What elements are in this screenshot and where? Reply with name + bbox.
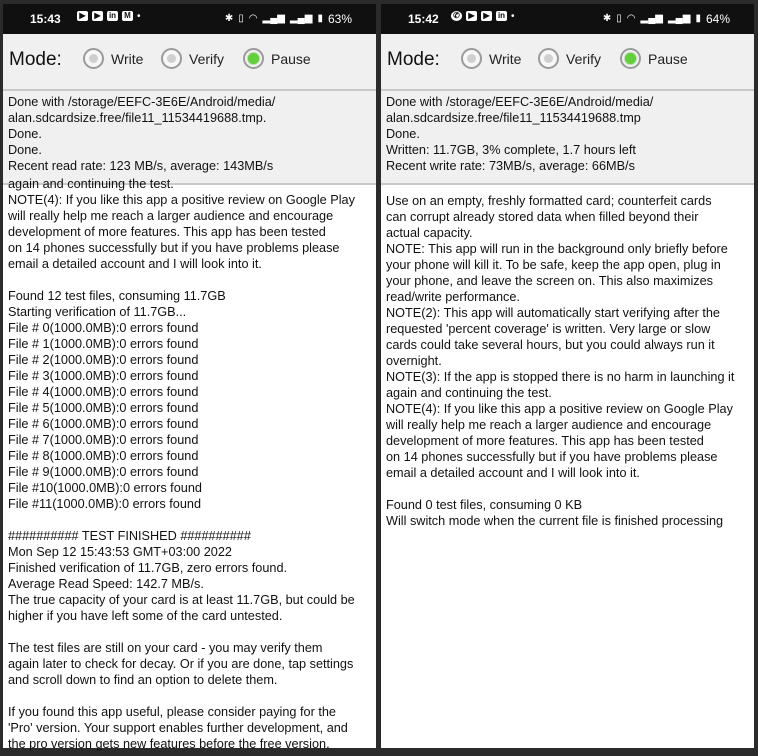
- status-line: Written: 11.7GB, 3% complete, 1.7 hours left: [386, 143, 636, 157]
- log-line: email a detailed account and I will look into it.: [8, 257, 262, 271]
- log-line: cards could take several hours, but you could always run it: [386, 338, 715, 352]
- log-line: can corrupt already stored data when filled beyond their: [386, 210, 699, 224]
- radio-circle[interactable]: [461, 48, 482, 69]
- log-line: File # 1(1000.0MB):0 errors found: [8, 337, 199, 351]
- log-line: on 14 phones successfully but if you have problems please: [8, 241, 340, 255]
- log-line: File #11(1000.0MB):0 errors found: [8, 497, 201, 511]
- log-line: email a detailed account and I will look into it.: [386, 466, 640, 480]
- status-panel: [381, 91, 754, 185]
- log-line: Will switch mode when the current file is finished processing: [386, 514, 724, 528]
- log-line: [8, 624, 371, 640]
- mode-label: Mode:: [387, 49, 440, 70]
- log-line: [8, 272, 371, 288]
- log-line: higher if you have left some of the card untested.: [8, 609, 283, 623]
- log-line: again later to check for decay. Or if you are done, tap settings: [8, 657, 354, 671]
- log-line: the pro version gets new features before the free version.: [8, 737, 330, 751]
- status-line: alan.sdcardsize.free/file11_11534419688.tmp.: [8, 111, 267, 125]
- status-line: Done.: [386, 127, 420, 141]
- radio-label: Verify: [566, 50, 602, 67]
- whatsapp-icon: ✆: [451, 11, 462, 21]
- more-notifications-icon: •: [511, 11, 515, 22]
- status-line: Recent read rate: 123 MB/s, average: 143MB/s: [8, 159, 274, 173]
- status-line: Done.: [8, 127, 42, 141]
- status-line: Done with /storage/EEFC-3E6E/Android/media/: [8, 95, 276, 109]
- status-line: Recent write rate: 73MB/s, average: 66MB/s: [386, 159, 635, 173]
- status-panel: [3, 91, 376, 185]
- log-line: File # 5(1000.0MB):0 errors found: [8, 401, 199, 415]
- status-bar: [3, 4, 376, 34]
- status-bar: [381, 4, 754, 34]
- log-line: Average Read Speed: 142.7 MB/s.: [8, 577, 204, 591]
- radio-write[interactable]: [461, 48, 521, 69]
- log-output[interactable]: [381, 193, 754, 756]
- more-notifications-icon: •: [137, 11, 141, 22]
- radio-pause[interactable]: [243, 48, 311, 69]
- log-scroll-content: [386, 193, 749, 529]
- log-line: File #10(1000.0MB):0 errors found: [8, 481, 202, 495]
- mode-bar: [381, 34, 754, 91]
- radio-circle[interactable]: [161, 48, 182, 69]
- log-line: overnight.: [386, 354, 442, 368]
- log-line: NOTE(3): If the app is stopped there is no harm in launching it: [386, 370, 735, 384]
- bluetooth-icon: ✱: [224, 13, 234, 24]
- mode-label: Mode:: [9, 49, 62, 70]
- radio-pause[interactable]: [620, 48, 688, 69]
- log-line: again and continuing the test.: [8, 177, 174, 191]
- log-line: NOTE(4): If you like this app a positive review on Google Play: [8, 193, 355, 207]
- radio-label: Verify: [189, 50, 225, 67]
- system-icons: [225, 12, 352, 26]
- log-line: Use on an empty, freshly formatted card; counterfeit cards: [386, 194, 712, 208]
- log-line: The true capacity of your card is at least 11.7GB, but could be: [8, 593, 355, 607]
- signal-icon: ▂▄▆: [262, 13, 285, 24]
- log-line: File # 8(1000.0MB):0 errors found: [8, 449, 199, 463]
- radio-label: Write: [489, 50, 522, 67]
- youtube-icon: ▶: [466, 11, 477, 21]
- radio-circle[interactable]: [620, 48, 641, 69]
- signal-icon: ▂▄▆: [640, 13, 663, 24]
- battery-icon: ▮: [695, 13, 701, 24]
- log-line: Found 0 test files, consuming 0 KB: [386, 498, 583, 512]
- right-phone-screenshot: [381, 4, 754, 748]
- radio-label: Pause: [648, 50, 688, 67]
- log-scroll-content: [8, 176, 371, 752]
- log-line: actual capacity.: [386, 226, 473, 240]
- log-line: File # 3(1000.0MB):0 errors found: [8, 369, 199, 383]
- log-line: Found 12 test files, consuming 11.7GB: [8, 289, 226, 303]
- radio-write[interactable]: [83, 48, 143, 69]
- log-line: [8, 512, 371, 528]
- linkedin-icon: in: [497, 11, 506, 20]
- log-line: will really help me reach a larger audience and encourage: [386, 418, 712, 432]
- log-line: File # 0(1000.0MB):0 errors found: [8, 321, 199, 335]
- battery-percent: 64%: [705, 12, 730, 26]
- log-line: will really help me reach a larger audience and encourage: [8, 209, 334, 223]
- signal-icon: ▂▄▆: [289, 13, 313, 24]
- log-line: Starting verification of 11.7GB...: [8, 305, 187, 319]
- youtube-icon: ▶: [481, 11, 492, 21]
- system-icons: [603, 12, 730, 26]
- log-line: Finished verification of 11.7GB, zero errors found.: [8, 561, 288, 575]
- clock: 15:43: [30, 12, 61, 26]
- youtube-icon: ▶: [92, 11, 103, 21]
- log-line: ########## TEST FINISHED ##########: [8, 529, 251, 543]
- log-line: File # 4(1000.0MB):0 errors found: [8, 385, 199, 399]
- youtube-icon: ▶: [77, 11, 88, 21]
- log-line: on 14 phones successfully but if you have problems please: [386, 450, 718, 464]
- notification-icons: [451, 11, 515, 23]
- log-line: development of more features. This app has been tested: [8, 225, 326, 239]
- mode-bar: [3, 34, 376, 91]
- log-line: File # 7(1000.0MB):0 errors found: [8, 433, 199, 447]
- clock: 15:42: [408, 12, 439, 26]
- log-line: [8, 688, 371, 704]
- log-line: NOTE(4): If you like this app a positive review on Google Play: [386, 402, 733, 416]
- bluetooth-icon: ✱: [602, 13, 612, 24]
- log-line: requested 'percent coverage' is written. Very large or slow: [386, 322, 711, 336]
- wifi-icon: ◠: [248, 13, 258, 24]
- wifi-icon: ◠: [626, 13, 636, 24]
- radio-circle[interactable]: [83, 48, 104, 69]
- log-line: File # 9(1000.0MB):0 errors found: [8, 465, 199, 479]
- log-line: File # 2(1000.0MB):0 errors found: [8, 353, 199, 367]
- log-line: your phone will kill it. To be safe, keep the app open, plug in: [386, 258, 721, 272]
- left-phone-screenshot: [3, 4, 376, 751]
- log-line: If you found this app useful, please consider paying for the: [8, 705, 336, 719]
- log-line: and scroll down to find an option to delete them.: [8, 673, 278, 687]
- log-line: File # 6(1000.0MB):0 errors found: [8, 417, 199, 431]
- log-line: read/write performance.: [386, 290, 520, 304]
- radio-verify[interactable]: [538, 48, 601, 69]
- radio-label: Write: [111, 50, 144, 67]
- battery-percent: 63%: [327, 12, 352, 26]
- volte-icon: ▯: [616, 13, 622, 24]
- log-line: 'Pro' version. Your support enables further development, and: [8, 721, 348, 735]
- volte-icon: ▯: [238, 13, 244, 24]
- log-line: NOTE(2): This app will automatically start verifying after the: [386, 306, 720, 320]
- status-line: Done.: [8, 143, 42, 157]
- radio-label: Pause: [271, 50, 311, 67]
- log-line: development of more features. This app has been tested: [386, 434, 704, 448]
- radio-circle[interactable]: [243, 48, 264, 69]
- log-line: The test files are still on your card - you may verify them: [8, 641, 323, 655]
- radio-verify[interactable]: [161, 48, 224, 69]
- signal-icon: ▂▄▆: [667, 13, 691, 24]
- log-output[interactable]: [3, 176, 376, 751]
- status-line: Done with /storage/EEFC-3E6E/Android/media/: [386, 95, 654, 109]
- linkedin-icon: in: [108, 11, 117, 20]
- log-line: Mon Sep 12 15:43:53 GMT+03:00 2022: [8, 545, 232, 559]
- radio-circle[interactable]: [538, 48, 559, 69]
- gmail-icon: M: [122, 11, 133, 21]
- battery-icon: ▮: [317, 13, 323, 24]
- log-line: again and continuing the test.: [386, 386, 552, 400]
- notification-icons: [77, 11, 141, 23]
- log-line: [386, 481, 749, 497]
- log-line: NOTE: This app will run in the background only briefly before: [386, 242, 728, 256]
- status-line: alan.sdcardsize.free/file11_11534419688.tmp: [386, 111, 641, 125]
- log-line: your phone, and leave the screen on. This also maximizes: [386, 274, 714, 288]
